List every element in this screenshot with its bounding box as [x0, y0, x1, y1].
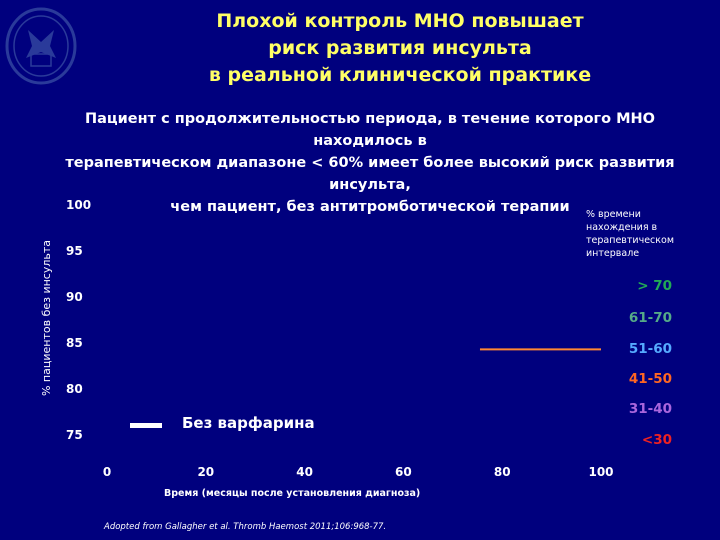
legend-item: > 70 — [637, 278, 672, 294]
legend-item: 41-50 — [628, 371, 672, 387]
y-tick-label: 80 — [66, 382, 83, 396]
legend-item: 31-40 — [628, 401, 672, 417]
legend-title: % времени нахождения в терапевтическом интервале — [586, 209, 674, 259]
x-tick-label: 100 — [588, 465, 614, 479]
x-tick-label: 80 — [493, 465, 511, 479]
subtitle-line-3: чем пациент, без антитромботической терапии — [170, 199, 570, 215]
y-tick-label: 100 — [66, 198, 92, 212]
no-warfarin-label: Без варфарина — [182, 414, 315, 432]
x-axis-label: Время (месяцы после установления диагноза) — [164, 488, 421, 499]
title-line-2: риск развития инсульта — [268, 37, 532, 59]
y-tick-label: 90 — [66, 290, 83, 304]
x-tick-label: 60 — [395, 465, 412, 479]
legend-item: 51-60 — [628, 341, 672, 357]
no-warfarin-swatch — [130, 423, 162, 428]
legend-item: <30 — [641, 432, 672, 448]
title-line-3: в реальной клинической практике — [208, 64, 592, 86]
y-tick-label: 85 — [66, 336, 83, 350]
source-citation: Adopted from Gallagher et al. Thromb Haemost 2011;106:968-77. — [104, 522, 387, 532]
x-tick-label: 20 — [197, 465, 215, 479]
subtitle-line-2: терапевтическом диапазоне < 60% имеет более высокий риск развития инсульта, — [65, 155, 675, 193]
y-axis-label: % пациентов без инсульта — [40, 239, 53, 397]
y-tick-label: 95 — [66, 244, 83, 258]
y-tick-label: 75 — [66, 428, 83, 442]
x-tick-label: 0 — [102, 465, 112, 479]
title-line-1: Плохой контроль МНО повышает — [216, 10, 584, 32]
subtitle-line-1: Пациент с продолжительностью периода, в течение которого МНО находилось в — [84, 111, 656, 149]
legend-item: 61-70 — [628, 310, 672, 326]
x-tick-label: 40 — [296, 465, 313, 479]
